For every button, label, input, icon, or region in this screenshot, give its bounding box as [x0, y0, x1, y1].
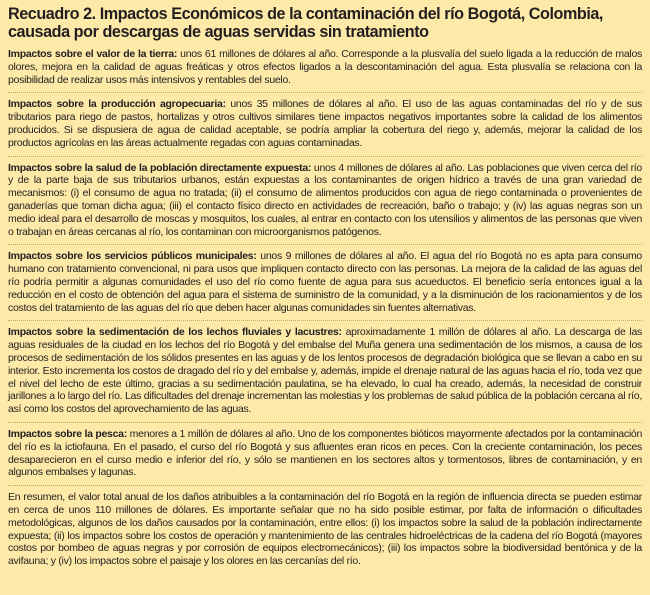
section-heading: Impactos sobre el valor de la tierra:: [8, 48, 178, 60]
section-sedimentation: [8, 326, 642, 416]
divider: [8, 485, 642, 486]
section-body: unos 9 millones de dólares al año. El agua del río Bogotá no es apta para consumo humano con tratamiento convencional, ni para usos que impliquen contacto directo con las personas. La mejora de la calidad de las aguas del río podría permitir a algunas comunidades el uso del río como fuente de agua para sus acueductos. El beneficio sería entonces igual a la reducción en el costo de obtención del agua para el sistema de suministro de la comunidad, y a la disminución de los racionamientos y de los costos del tratamiento de las aguas del río que deben hacer algunas comunidades sin fuentes alternativas.: [8, 250, 642, 314]
divider: [8, 422, 642, 423]
section-health: [8, 162, 642, 239]
section-body: unos 35 millones de dólares al año. El uso de las aguas contaminadas del río y de sus tributarios para riego de pastos, hortalizas y otros cultivos similares tiene impactos negativos importantes sobre la calidad de los alimentos producidos. Si se dispusiera de agua de calidad aceptable, se podría ampliar la cobertura del riego y, además, mejorar la calidad de los productos agrícolas en las áreas actualmente regadas con aguas contaminadas.: [8, 98, 642, 149]
divider: [8, 320, 642, 321]
section-body: menores a 1 millón de dólares al año. Uno de los componentes bióticos mayormente afectados por la contaminación del río es la ictiofauna. En el pasado, el curso del río Bogotá y sus afluentes eran ricos en peces. Con la creciente contaminación, los peces desaparecieron en el curso medio e inferior del río, y sólo se mantienen en los sectores altos y tormentosos, libres de contaminación, y en algunos embalses y lagunas.: [8, 427, 643, 479]
section-fishing: [8, 428, 642, 479]
divider: [8, 244, 642, 245]
section-heading: Impactos sobre los servicios públicos municipales:: [8, 250, 257, 263]
divider: [8, 92, 642, 93]
section-body: aproximadamente 1 millón de dólares al año. La descarga de las aguas residuales de la ciudad en los lechos del río Bogotá y del embalse del Muña genera una sedimentación de los mismos, a causa de los procesos de sedimentación de los sólidos presentes en las aguas y de los lentos procesos de degradación biológica que se llevan a cabo en su interior. Esto incrementa los costos de dragado del río y del embalse y, además, impide el drenaje natural de las aguas hacia el río, toda vez que el nivel del lecho de este último, gracias a su sedimentación paulatina, se ha elevado, lo cual ha creado, además, la necesidad de construir jarillones a lo largo del río. Las dificultades del drenaje incrementan las molestias y los problemas de salud pública de la población cercana al río, así como los costos del aprovechamiento de las aguas.: [8, 326, 643, 416]
section-agriculture: [8, 98, 642, 149]
section-land-value: [8, 48, 642, 86]
section-heading: Impactos sobre la sedimentación de los lechos fluviales y lacustres:: [8, 326, 342, 339]
section-body: unos 61 millones de dólares al año. Corresponde a la plusvalía del suelo ligada a la reducción de malos olores, mejora en la calidad de aguas freáticas y otros efectos ligados a la descontaminación del agua. Esta plusvalía se relaciona con la posibilidad de realizar usos más intensivos y rentables del suelo.: [8, 48, 642, 86]
section-heading: Impactos sobre la pesca:: [8, 427, 127, 440]
box-title: Recuadro 2. Impactos Económicos de la contaminación del río Bogotá, Colombia, causada por descargas de aguas servidas sin tratamiento: [8, 5, 603, 41]
divider: [8, 156, 642, 157]
section-body: unos 4 millones de dólares al año. Las poblaciones que viven cerca del río y de la parte baja de sus tributarios urbanos, están expuestas a los contaminantes de origen hídrico a través de una gran variedad de mecanismos: (i) el consumo de agua no tratada; (ii) el consumo de alimentos producidos con agua de riego contaminada o provenientes de ganaderías que toman dicha agua; (iii) el contacto físico directo en actividades de recreación, baño o trabajo; y (iv) las aguas negras son un medio ideal para el desarrollo de moscas y mosquitos, los cuales, al entrar en contacto con los utensilios y alimentos de las personas que viven o trabajan en áreas cercanas al río, los contaminan con microorganismos patógenos.: [8, 161, 642, 238]
section-heading: Impactos sobre la salud de la población directamente expuesta:: [8, 161, 312, 174]
summary-paragraph: En resumen, el valor total anual de los daños atribuibles a la contaminación del río Bogotá en la región de influencia directa se pueden estimar en cerca de unos 110 millones de dólares. Es importante señalar que no ha sido posible estimar, por falta de información o dificultades metodológicas, algunos de los daños causados por la contaminación, entre ellos: (i) los impactos sobre la salud de la población indirectamente expuesta; (ii) los impactos sobre los costos de operación y mantenimiento de las centrales hidroeléctricas de la cadena del río Bogotá (mayores costos por bombeo de aguas negras y por corrosión de equipos electromecánicos); (iii) los impactos sobre la biodiversidad bentónica y de la avifauna; y (iv) los impactos sobre el paisaje y los olores en las cercanías del río.: [8, 491, 642, 568]
section-heading: Impactos sobre la producción agropecuaria:: [8, 98, 226, 111]
section-public-services: [8, 250, 642, 314]
